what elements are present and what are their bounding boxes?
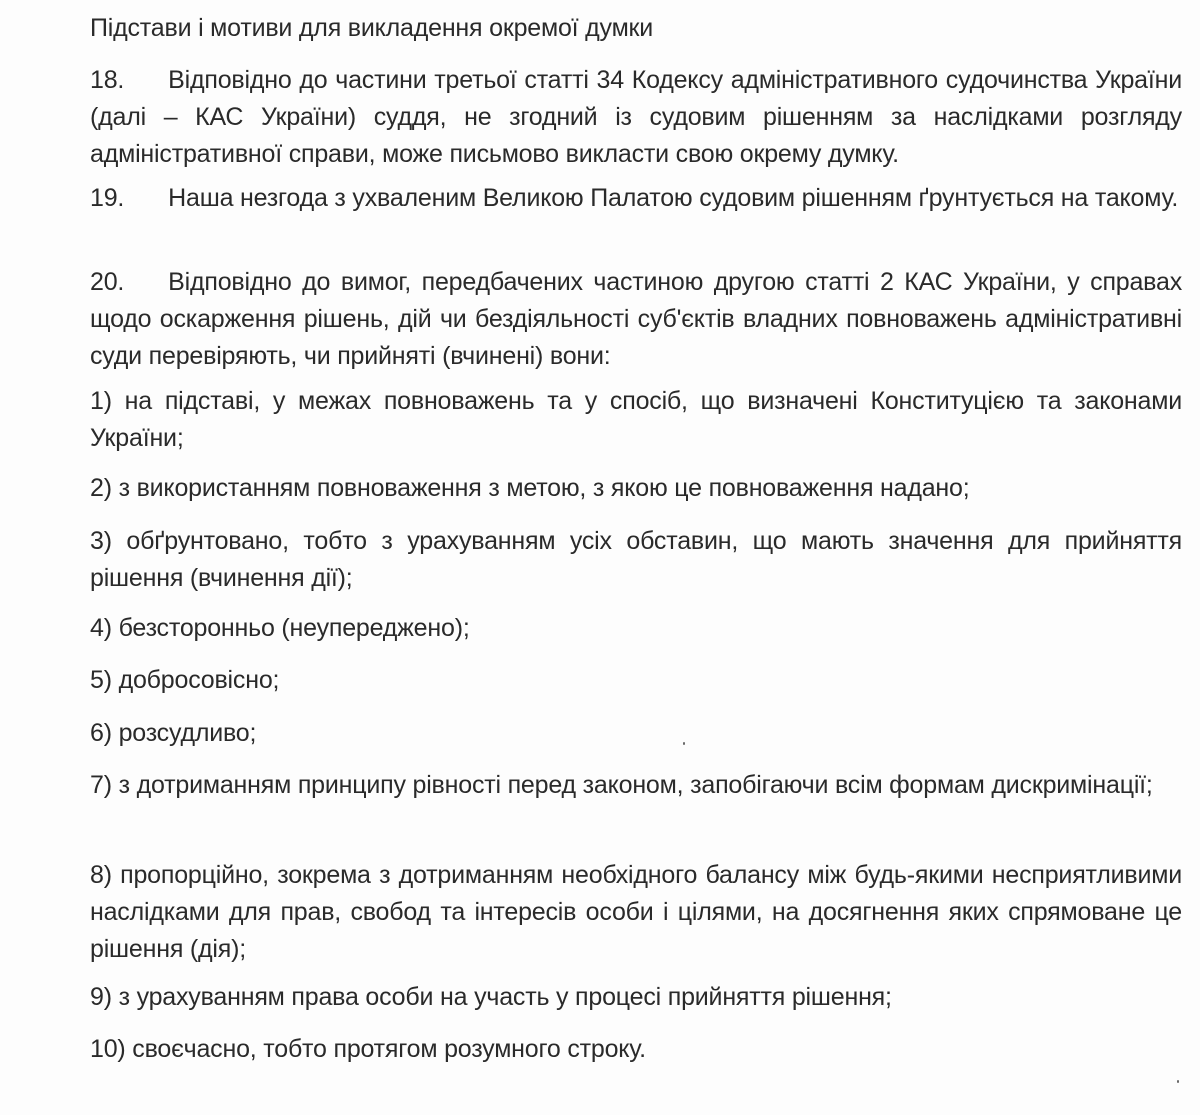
scan-speck bbox=[683, 742, 685, 745]
list-item-4: 4) безсторонньо (неупереджено); bbox=[90, 614, 470, 642]
paragraph-text: Наша незгода з ухваленим Великою Палатою судовим рішенням ґрунтується на такому. bbox=[168, 184, 1179, 212]
paragraph-text: Відповідно до частини третьої статті 34 Кодексу адміністративного судочинства України (далі – КАС України) суддя, не згодний із судовим рішенням за наслідками розгляду адміністративної справи, може письмово викласти свою окрему думку. bbox=[90, 66, 1182, 168]
list-item-1: 1) на підставі, у межах повноважень та у спосіб, що визначені Конституцією та законами України; bbox=[90, 387, 1182, 452]
list-item-6: 6) розсудливо; bbox=[90, 719, 257, 747]
list-item-8: 8) пропорційно, зокрема з дотриманням необхідного балансу між будь-якими несприятливими наслідками для прав, свобод та інтересів особи і цілями, на досягнення яких спрямоване це рішення (дія); bbox=[90, 861, 1182, 963]
paragraph-20 bbox=[90, 264, 1182, 375]
paragraph-number: 18. bbox=[90, 66, 125, 94]
section-heading: Підстави і мотиви для викладення окремої думки bbox=[90, 14, 654, 42]
list-item-10: 10) своєчасно, тобто протягом розумного строку. bbox=[90, 1035, 646, 1063]
list-item-3: 3) обґрунтовано, тобто з урахуванням усіх обставин, що мають значення для прийняття рішення (вчинення дії); bbox=[90, 527, 1182, 592]
list-item-2: 2) з використанням повноваження з метою, з якою це повноваження надано; bbox=[90, 474, 970, 502]
list-item-5: 5) добросовісно; bbox=[90, 666, 280, 694]
list-item-9: 9) з урахуванням права особи на участь у процесі прийняття рішення; bbox=[90, 983, 892, 1011]
paragraph-number: 20. bbox=[90, 268, 125, 296]
paragraph-number: 19. bbox=[90, 184, 125, 212]
list-item-7: 7) з дотриманням принципу рівності перед законом, запобігаючи всім формам дискримінації; bbox=[90, 771, 1153, 799]
scan-speck bbox=[1177, 1080, 1179, 1083]
paragraph-18 bbox=[90, 62, 1182, 173]
paragraph-text: Відповідно до вимог, передбачених частиною другою статті 2 КАС України, у справах щодо оскарження рішень, дій чи бездіяльності суб'єктів владних повноважень адміністративні суди перевіряють, чи прийняті (вчинені) вони: bbox=[90, 268, 1182, 370]
paragraph-19 bbox=[90, 180, 1182, 217]
